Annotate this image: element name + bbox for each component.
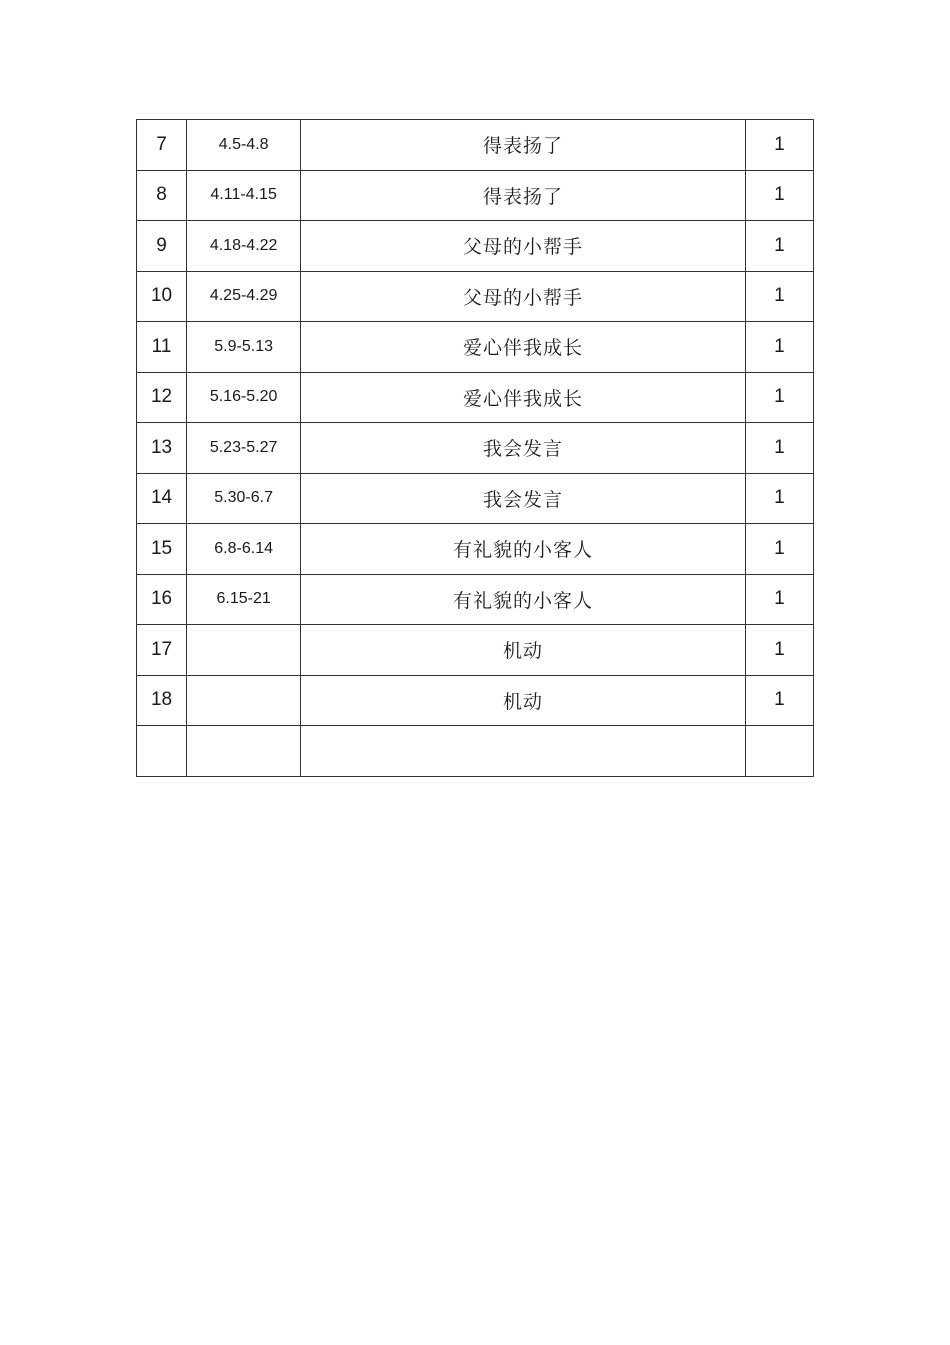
topic-cell: 爱心伴我成长 [301, 322, 746, 373]
week-number-cell: 11 [137, 322, 187, 373]
topic-cell: 有礼貌的小客人 [301, 524, 746, 575]
topic-cell: 爱心伴我成长 [301, 372, 746, 423]
topic-cell: 父母的小帮手 [301, 221, 746, 272]
topic-cell: 我会发言 [301, 473, 746, 524]
date-range-cell: 4.11-4.15 [187, 170, 301, 221]
date-range-cell [187, 726, 301, 777]
week-number-cell: 16 [137, 574, 187, 625]
date-range-cell: 5.9-5.13 [187, 322, 301, 373]
hours-cell: 1 [745, 423, 813, 474]
table-row [137, 170, 814, 221]
date-range-cell: 5.30-6.7 [187, 473, 301, 524]
week-number-cell: 15 [137, 524, 187, 575]
table-row [137, 473, 814, 524]
hours-cell: 1 [745, 120, 813, 171]
table-row [137, 271, 814, 322]
hours-cell: 1 [745, 170, 813, 221]
topic-cell [301, 726, 746, 777]
table-row [137, 625, 814, 676]
week-number-cell: 10 [137, 271, 187, 322]
hours-cell: 1 [745, 675, 813, 726]
hours-cell: 1 [745, 473, 813, 524]
date-range-cell [187, 625, 301, 676]
week-number-cell: 7 [137, 120, 187, 171]
topic-cell: 得表扬了 [301, 170, 746, 221]
hours-cell: 1 [745, 574, 813, 625]
table-row [137, 120, 814, 171]
table-row [137, 221, 814, 272]
topic-cell: 机动 [301, 675, 746, 726]
hours-cell: 1 [745, 625, 813, 676]
table-row [137, 574, 814, 625]
topic-cell: 父母的小帮手 [301, 271, 746, 322]
hours-cell [745, 726, 813, 777]
week-number-cell: 13 [137, 423, 187, 474]
hours-cell: 1 [745, 221, 813, 272]
date-range-cell: 4.18-4.22 [187, 221, 301, 272]
hours-cell: 1 [745, 372, 813, 423]
week-number-cell: 8 [137, 170, 187, 221]
topic-cell: 得表扬了 [301, 120, 746, 171]
hours-cell: 1 [745, 271, 813, 322]
week-number-cell: 18 [137, 675, 187, 726]
topic-cell: 有礼貌的小客人 [301, 574, 746, 625]
topic-cell: 我会发言 [301, 423, 746, 474]
date-range-cell: 4.5-4.8 [187, 120, 301, 171]
table-row [137, 322, 814, 373]
topic-cell: 机动 [301, 625, 746, 676]
date-range-cell: 4.25-4.29 [187, 271, 301, 322]
hours-cell: 1 [745, 322, 813, 373]
week-number-cell: 12 [137, 372, 187, 423]
table-row [137, 372, 814, 423]
date-range-cell: 6.15-21 [187, 574, 301, 625]
table-row [137, 423, 814, 474]
table-row [137, 524, 814, 575]
table-row [137, 726, 814, 777]
date-range-cell: 6.8-6.14 [187, 524, 301, 575]
date-range-cell [187, 675, 301, 726]
week-number-cell: 14 [137, 473, 187, 524]
week-number-cell [137, 726, 187, 777]
hours-cell: 1 [745, 524, 813, 575]
table-row [137, 675, 814, 726]
date-range-cell: 5.23-5.27 [187, 423, 301, 474]
date-range-cell: 5.16-5.20 [187, 372, 301, 423]
week-number-cell: 9 [137, 221, 187, 272]
schedule-table [136, 119, 814, 777]
week-number-cell: 17 [137, 625, 187, 676]
